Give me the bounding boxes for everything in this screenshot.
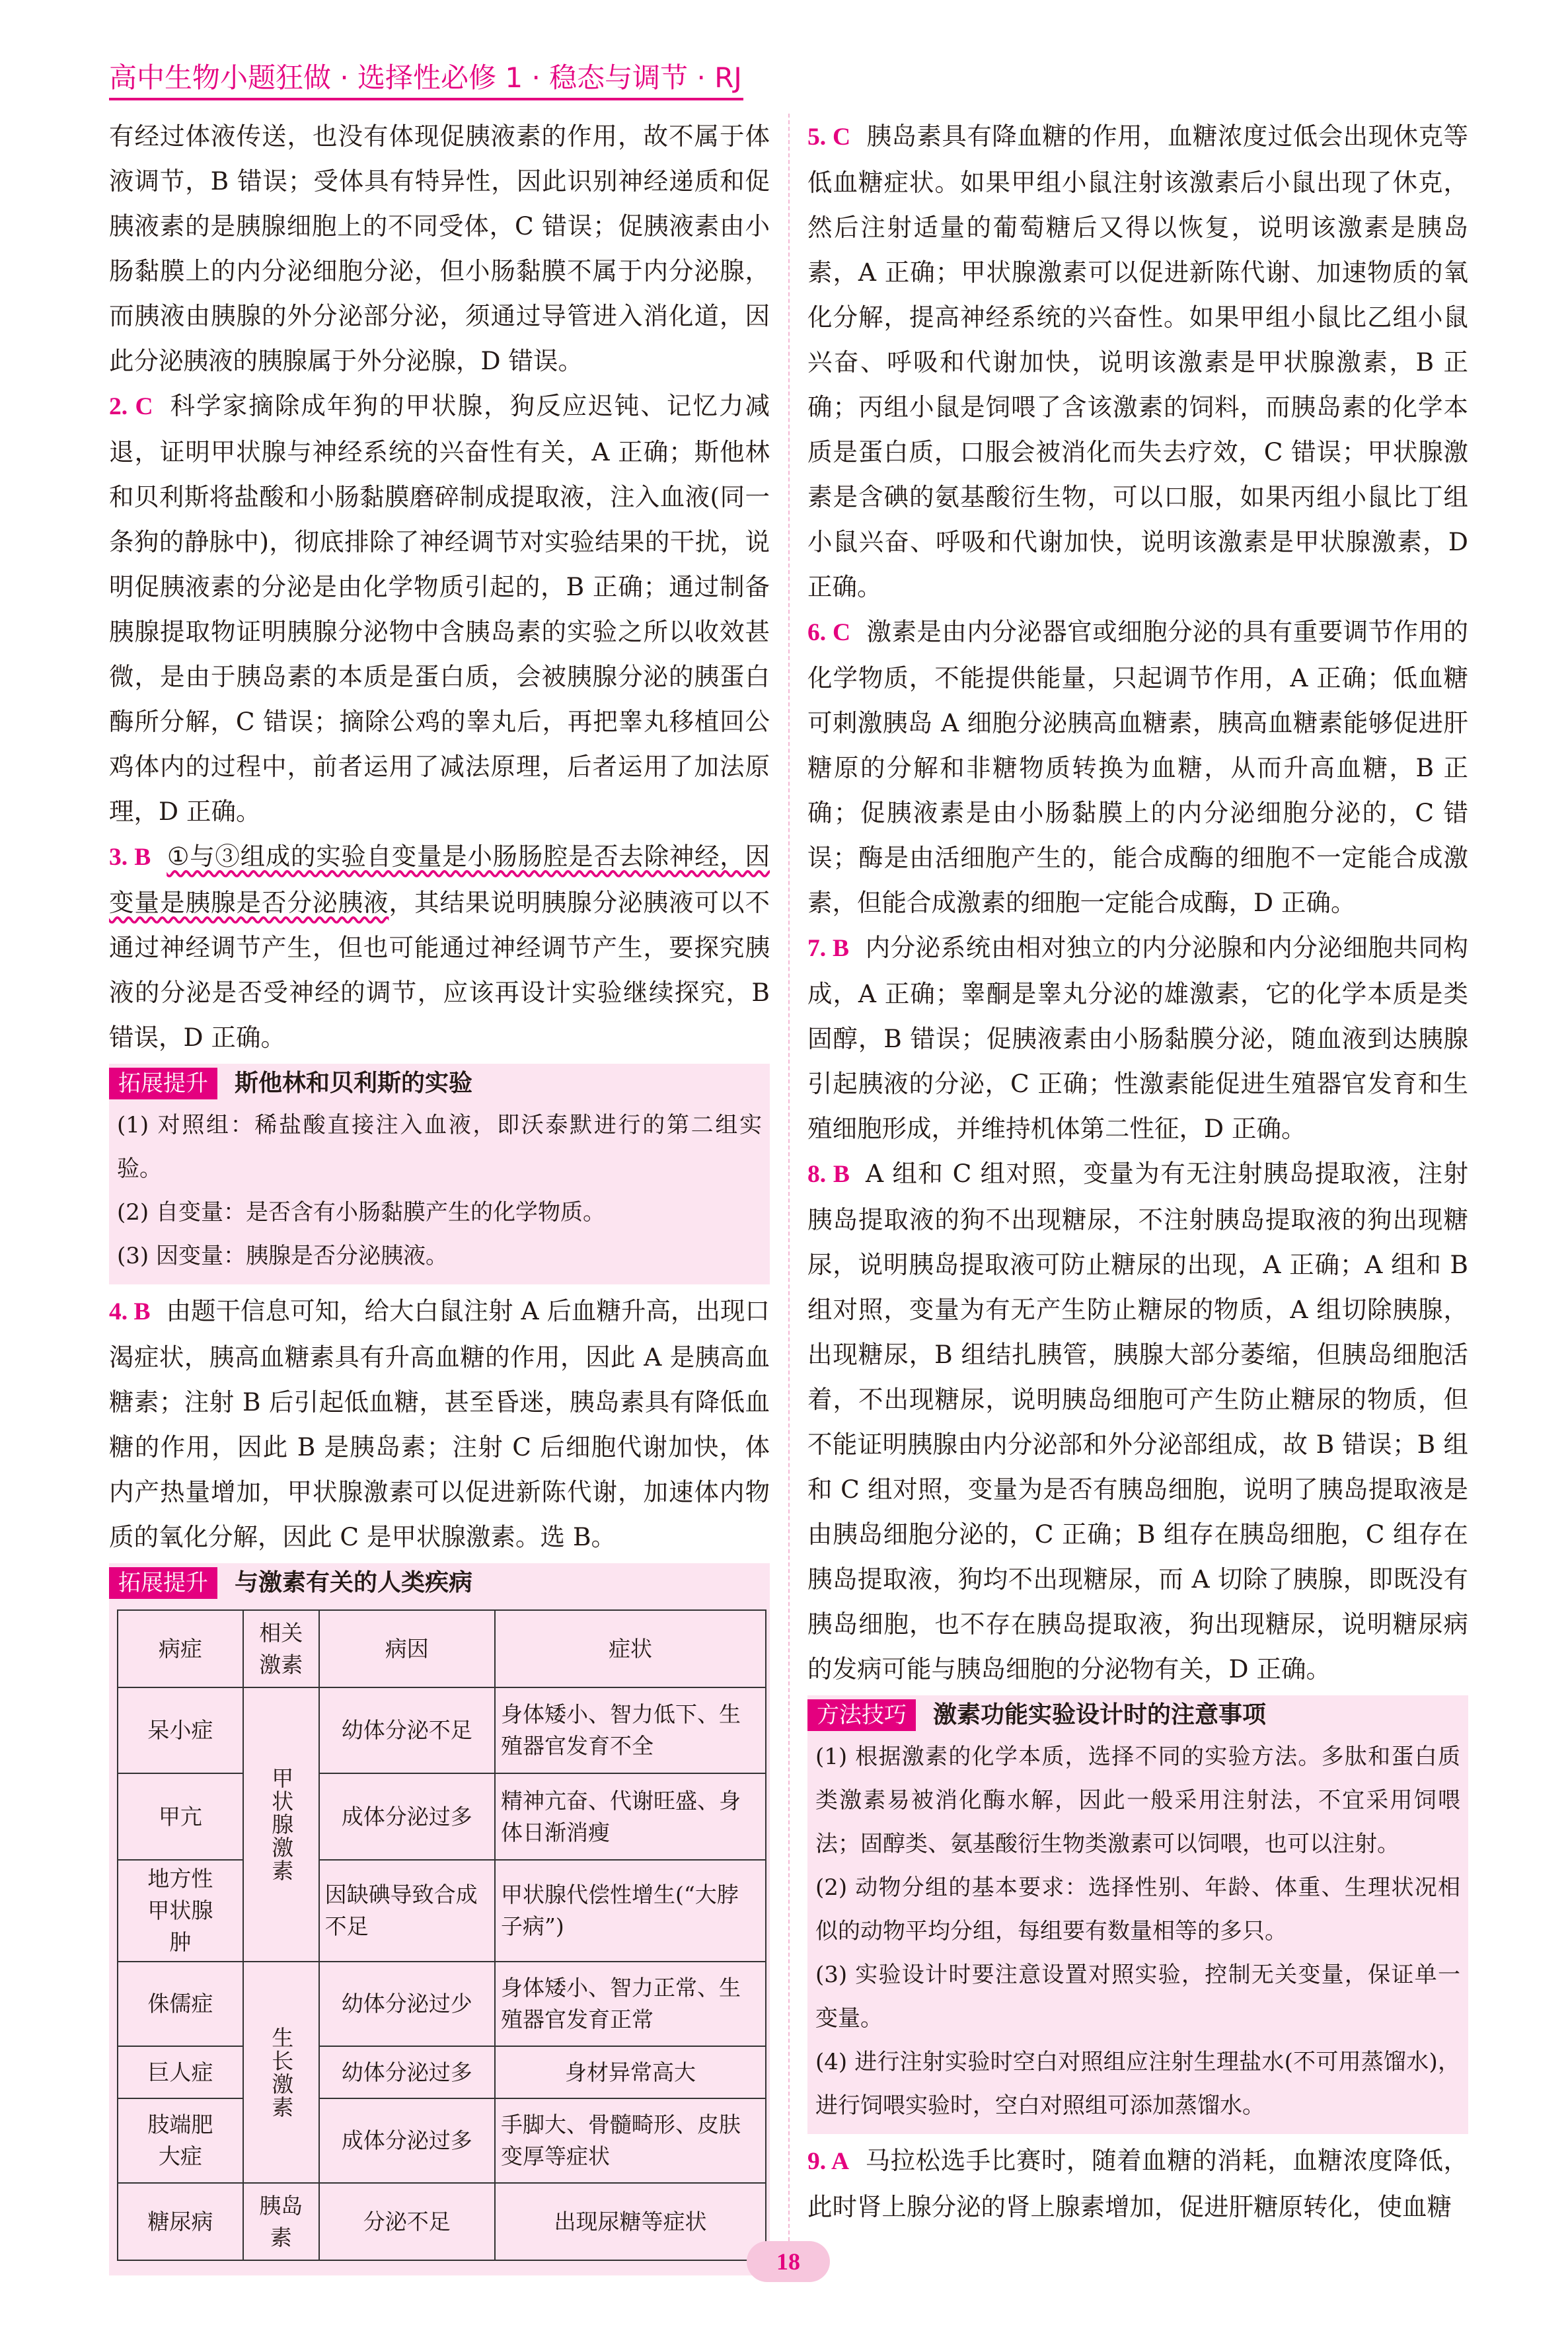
answer-text: ，其结果说明胰腺分泌胰液可以不通过神经调节产生，但也可能通过神经调节产生，要探究胰液的分泌是否受神经的调节，应该再设计实验继续探究，B 错误，D 正确。 xyxy=(109,888,770,1052)
symptom-cell: 手脚大、骨髓畸形、皮肤变厚等症状 xyxy=(495,2098,766,2183)
symptom-cell: 精神亢奋、代谢旺盛、身体日渐消瘦 xyxy=(495,1773,766,1860)
answer-9 xyxy=(807,2138,1468,2229)
answer-number: 4. B xyxy=(109,1298,151,1325)
box-item: (1) 对照组：稀盐酸直接注入血液，即沃泰默进行的第二组实验。 xyxy=(117,1112,762,1182)
answer-text: 科学家摘除成年狗的甲状腺，狗反应迟钝、记忆力减退，证明甲状腺与神经系统的兴奋性有关，A 正确；斯他林和贝利斯将盐酸和小肠黏膜磨碎制成提取液，注入血液(同一条狗的静脉中)，彻底排除了神经调节对实验结果的干扰，说明促胰液素的分泌是由化学物质引起的，B 正确；通过制备胰腺提取物证明胰腺分泌物中含胰岛素的实验之所以收效甚微，是由于胰岛素的本质是蛋白质，会被胰腺分泌的胰蛋白酶所分解，C 错误；摘除公鸡的睾丸后，再把睾丸移植回公鸡体内的过程中，前者运用了减法原理，后者运用了加法原理，D 正确。 xyxy=(109,391,770,826)
box-label: 拓展提升 xyxy=(109,1068,217,1099)
disease-cell: 甲亢 xyxy=(118,1773,243,1860)
table-row xyxy=(118,1687,766,1773)
symptom-cell: 身材异常高大 xyxy=(495,2046,766,2098)
table-row xyxy=(118,2098,766,2183)
symptom-cell: 身体矮小、智力低下、生殖器官发育不全 xyxy=(495,1687,766,1773)
hormone-disease-table xyxy=(117,1609,766,2261)
box-title: 斯他林和贝利斯的实验 xyxy=(235,1070,473,1097)
header-cell: 病因 xyxy=(319,1610,495,1687)
symptom-cell: 甲状腺代偿性增生(“大脖子病”) xyxy=(495,1860,766,1962)
disease-cell: 侏儒症 xyxy=(118,1962,243,2046)
box-label: 方法技巧 xyxy=(807,1699,916,1731)
answer-number: 2. C xyxy=(109,393,153,420)
disease-cell: 巨人症 xyxy=(118,2046,243,2098)
answer-number: 3. B xyxy=(109,844,151,871)
answer-7 xyxy=(807,925,1468,1151)
answer-3 xyxy=(109,834,770,1060)
cause-cell: 因缺碘导致合成不足 xyxy=(319,1860,495,1962)
box-item: (3) 因变量：胰腺是否分泌胰液。 xyxy=(117,1243,448,1269)
column-divider xyxy=(788,114,790,2254)
answer-8 xyxy=(807,1151,1468,1691)
header-cell: 症状 xyxy=(495,1610,766,1687)
hormone-label: 生长激素 xyxy=(268,2026,295,2119)
page-number: 18 xyxy=(747,2241,830,2282)
box-item: (1) 根据激素的化学本质，选择不同的实验方法。多肽和蛋白质类激素易被消化酶水解，因此一般采用注射法，不宜采用饲喂法；固醇类、氨基酸衍生物类激素可以饲喂，也可以注射。 xyxy=(815,1744,1460,1857)
answer-number: 8. B xyxy=(807,1161,850,1188)
hormone-cell xyxy=(243,1687,319,1962)
answer-text: 激素是由内分泌器官或细胞分泌的具有重要调节作用的化学物质，不能提供能量，只起调节作用，A 正确；低血糖可刺激胰岛 A 细胞分泌胰高血糖素，胰高血糖素能够促进肝糖原的分解和非糖物质转换为血糖，从而升高血糖，B 正确；促胰液素是由小肠黏膜上的内分泌细胞分泌的，C 错误；酶是由活细胞产生的，能合成酶的细胞不一定能合成激素，但能合成激素的细胞一定能合成酶，D 正确。 xyxy=(807,617,1468,917)
disease-cell: 糖尿病 xyxy=(118,2183,243,2260)
answer-text: 由题干信息可知，给大白鼠注射 A 后血糖升高，出现口渴症状，胰高血糖素具有升高血糖的作用，因此 A 是胰高血糖素；注射 B 后引起低血糖，甚至昏迷，胰岛素具有降低血糖的作用，因此 B 是胰岛素；注射 C 后细胞代谢加快，体内产热量增加，甲状腺激素可以促进新陈代谢，加速体内物质的氧化分解，因此 C 是甲状腺激素。选 B。 xyxy=(109,1296,770,1551)
header-cell: 相关激素 xyxy=(243,1610,319,1687)
answer-number: 7. B xyxy=(807,935,850,962)
hormone-cell: 胰岛素 xyxy=(243,2183,319,2260)
table-header-row xyxy=(118,1610,766,1687)
table-row xyxy=(118,2046,766,2098)
answer-number: 5. C xyxy=(807,124,851,151)
answer-text: 马拉松选手比赛时，随着血糖的消耗，血糖浓度降低，此时肾上腺分泌的肾上腺素增加，促进肝糖原转化，使血糖 xyxy=(807,2146,1469,2221)
answer-2 xyxy=(109,383,770,834)
right-column xyxy=(807,114,1468,2229)
disease-cell: 呆小症 xyxy=(118,1687,243,1773)
disease-cell: 地方性甲状腺肿 xyxy=(118,1860,243,1962)
header-cell: 病症 xyxy=(118,1610,243,1687)
answer-number: 6. C xyxy=(807,619,851,646)
extension-box-2 xyxy=(109,1563,770,2275)
table-row xyxy=(118,1860,766,1962)
box-title: 激素功能实验设计时的注意事项 xyxy=(933,1701,1267,1728)
answer-6 xyxy=(807,609,1468,925)
answer-text: A 组和 C 组对照，变量为有无注射胰岛提取液，注射胰岛提取液的狗不出现糖尿，不注射胰岛提取液的狗出现糖尿，说明胰岛提取液可防止糖尿的出现，A 正确；A 组和 B 组对照，变量为有无产生防止糖尿的物质，A 组切除胰腺，出现糖尿，B 组结扎胰管，胰腺大部分萎缩，但胰岛细胞活着，不出现糖尿，说明胰岛细胞可产生防止糖尿的物质，但不能证明胰腺由内分泌部和外分泌部组成，故 B 错误；B 组和 C 组对照，变量为是否有胰岛细胞，说明了胰岛提取液是由胰岛细胞分泌的，C 正确；B 组存在胰岛细胞，C 组存在胰岛提取液，狗均不出现糖尿，而 A 切除了胰腺，即既没有胰岛细胞，也不存在胰岛提取液，狗出现糖尿，说明糖尿病的发病可能与胰岛细胞的分泌物有关，D 正确。 xyxy=(807,1159,1468,1683)
symptom-cell: 身体矮小、智力正常、生殖器官发育正常 xyxy=(495,1962,766,2046)
hormone-label: 甲状腺激素 xyxy=(268,1767,295,1882)
box-item: (2) 自变量：是否含有小肠黏膜产生的化学物质。 xyxy=(117,1199,605,1226)
running-header: 高中生物小题狂做 · 选择性必修 1 · 稳态与调节 · RJ xyxy=(109,61,743,100)
method-tips-box xyxy=(807,1695,1468,2134)
cause-cell: 分泌不足 xyxy=(319,2183,495,2260)
answer-text: 胰岛素具有降血糖的作用，血糖浓度过低会出现休克等低血糖症状。如果甲组小鼠注射该激素后小鼠出现了休克，然后注射适量的葡萄糖后又得以恢复，说明该激素是胰岛素，A 正确；甲状腺激素可以促进新陈代谢、加速物质的氧化分解，提高神经系统的兴奋性。如果甲组小鼠比乙组小鼠兴奋、呼吸和代谢加快，说明该激素是甲状腺激素，B 正确；丙组小鼠是饲喂了含该激素的饲料，而胰岛素的化学本质是蛋白质，口服会被消化而失去疗效，C 错误；甲状腺激素是含碘的氨基酸衍生物，可以口服，如果丙组小鼠比丁组小鼠兴奋、呼吸和代谢加快，说明该激素是甲状腺激素，D 正确。 xyxy=(807,122,1468,601)
symptom-cell: 出现尿糖等症状 xyxy=(495,2183,766,2260)
hormone-cell xyxy=(243,1962,319,2183)
table-row xyxy=(118,1773,766,1860)
extension-box-1 xyxy=(109,1064,770,1284)
table-row xyxy=(118,1962,766,2046)
box-item: (4) 进行注射实验时空白对照组应注射生理盐水(不可用蒸馏水)，进行饲喂实验时，空白对照组可添加蒸馏水。 xyxy=(815,2049,1460,2119)
box-item: (2) 动物分组的基本要求：选择性别、年龄、体重、生理状况相似的动物平均分组，每组要有数量相等的多只。 xyxy=(815,1874,1460,1944)
cause-cell: 成体分泌过多 xyxy=(319,2098,495,2183)
box-title: 与激素有关的人类疾病 xyxy=(235,1569,473,1596)
box-item: (3) 实验设计时要注意设置对照实验，控制无关变量，保证单一变量。 xyxy=(815,1962,1460,2032)
cause-cell: 成体分泌过多 xyxy=(319,1773,495,1860)
answer-number: 9. A xyxy=(807,2148,850,2175)
table-row xyxy=(118,2183,766,2260)
underlined-text: ①与③组成的实验自变量是小肠肠腔是否去除神经，因变量是胰腺是否分泌胰液 xyxy=(109,842,770,917)
answer-5 xyxy=(807,114,1468,609)
answer-text: 内分泌系统由相对独立的内分泌腺和内分泌细胞共同构成，A 正确；睾酮是睾丸分泌的雄激素，它的化学本质是类固醇，B 错误；促胰液素由小肠黏膜分泌，随血液到达胰腺引起胰液的分泌，C 正确；性激素能促进生殖器官发育和生殖细胞形成，并维持机体第二性征，D 正确。 xyxy=(807,933,1469,1143)
cause-cell: 幼体分泌过多 xyxy=(319,2046,495,2098)
answer-4 xyxy=(109,1288,770,1559)
left-column xyxy=(109,114,770,2279)
continued-paragraph: 有经过体液传送，也没有体现促胰液素的作用，故不属于体液调节，B 错误；受体具有特异性，因此识别神经递质和促胰液素的是胰腺细胞上的不同受体，C 错误；促胰液素由小肠黏膜上的内分泌细胞分泌，但小肠黏膜不属于内分泌腺，而胰液由胰腺的外分泌部分泌，须通过导管进入消化道，因此分泌胰液的胰腺属于外分泌腺，D 错误。 xyxy=(109,122,770,375)
disease-cell: 肢端肥大症 xyxy=(118,2098,243,2183)
cause-cell: 幼体分泌不足 xyxy=(319,1687,495,1773)
cause-cell: 幼体分泌过少 xyxy=(319,1962,495,2046)
box-label: 拓展提升 xyxy=(109,1567,217,1599)
